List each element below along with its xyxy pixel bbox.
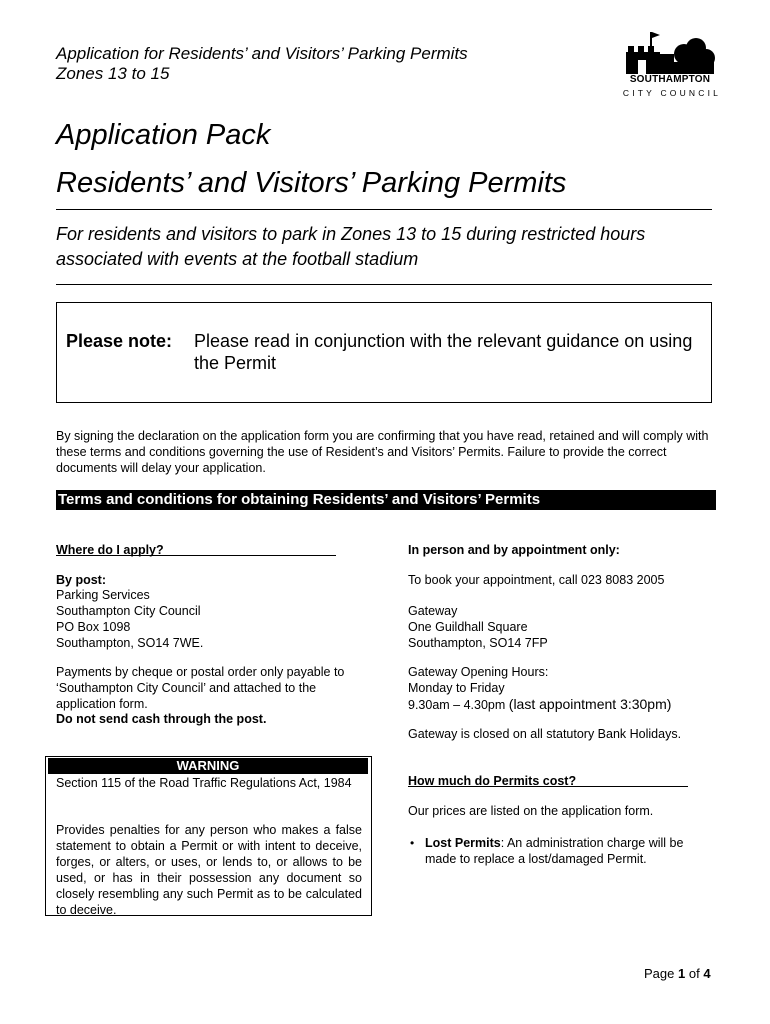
page-word: Page <box>644 966 675 981</box>
page-indicator <box>644 966 711 982</box>
document-header <box>56 44 468 84</box>
cost-heading: How much do Permits cost? <box>408 774 577 788</box>
gateway-address <box>408 603 548 651</box>
payments-text: Payments by cheque or postal order only payable to ‘Southampton City Council’ and attached to the application form. <box>56 665 345 711</box>
divider <box>56 284 712 285</box>
in-person-heading: In person and by appointment only: <box>408 543 620 557</box>
lost-permits-item <box>425 835 715 867</box>
no-cash-text: Do not send cash through the post. <box>56 712 267 726</box>
last-appointment: (last appointment 3:30pm) <box>508 696 672 712</box>
warning-section: Section 115 of the Road Traffic Regulations Act, 1984 <box>56 776 352 790</box>
main-title: Residents’ and Visitors’ Parking Permits <box>56 167 567 199</box>
lost-permits-label: Lost Permits <box>425 836 501 850</box>
hours-time: 9.30am – 4.30pm <box>408 698 506 712</box>
intro-paragraph: By signing the declaration on the application form you are confirming that you have read, retained and will comply with these terms and conditions governing the use of Resident’s and Visitors’ Permits. Failure to provide the correct documents will delay your application. <box>56 429 709 475</box>
of-word: of <box>688 966 700 981</box>
heading-underline <box>408 786 688 787</box>
logo-name: SOUTHAMPTON <box>629 74 711 85</box>
prices-text: Our prices are listed on the application form. <box>408 804 654 818</box>
warning-body: Provides penalties for any person who makes a false statement to obtain a Permit or with intent to deceive, forges, or alters, or uses, or lends to, or allows to be used, or has in their possession any document so closely resembling any such Permit as to be calculated to deceive. <box>56 823 362 917</box>
subtitle: For residents and visitors to park in Zones 13 to 15 during restricted hours associated with events at the football stadium <box>56 224 646 269</box>
heading-underline <box>56 555 336 556</box>
hours-time-row <box>408 696 671 713</box>
warning-title: WARNING <box>176 758 240 773</box>
address-line: PO Box 1098 <box>56 620 131 634</box>
address-line: Southampton, SO14 7WE. <box>56 636 204 650</box>
header-line-2: Zones 13 to 15 <box>56 64 170 83</box>
lost-permits-text: : An administration charge will be made to replace a lost/damaged Permit. <box>425 836 684 866</box>
bullet-icon: • <box>410 836 415 850</box>
logo-subtitle: CITY COUNCIL <box>622 88 722 98</box>
where-apply-heading: Where do I apply? <box>56 543 164 557</box>
page-number: 1 <box>678 966 686 981</box>
page-total: 4 <box>703 966 711 981</box>
address-line: One Guildhall Square <box>408 620 528 634</box>
address-line: Southampton, SO14 7FP <box>408 636 548 650</box>
hours-days: Monday to Friday <box>408 681 505 695</box>
pack-title: Application Pack <box>56 119 271 151</box>
divider <box>56 209 712 210</box>
address-line: Parking Services <box>56 588 150 602</box>
booking-text: To book your appointment, call 023 8083 2005 <box>408 573 665 587</box>
postal-address <box>56 587 203 651</box>
hours-heading: Gateway Opening Hours: <box>408 665 549 679</box>
address-line: Gateway <box>408 604 458 618</box>
address-line: Southampton City Council <box>56 604 201 618</box>
note-text: Please read in conjunction with the relevant guidance on using the Permit <box>194 331 693 373</box>
opening-hours <box>408 664 671 713</box>
closed-text: Gateway is closed on all statutory Bank Holidays. <box>408 727 682 741</box>
note-label: Please note: <box>66 331 173 351</box>
section-banner-title: Terms and conditions for obtaining Residents’ and Visitors’ Permits <box>58 491 541 508</box>
by-post-heading: By post: <box>56 573 106 587</box>
header-line-1: Application for Residents’ and Visitors’ Parking Permits <box>56 44 468 63</box>
